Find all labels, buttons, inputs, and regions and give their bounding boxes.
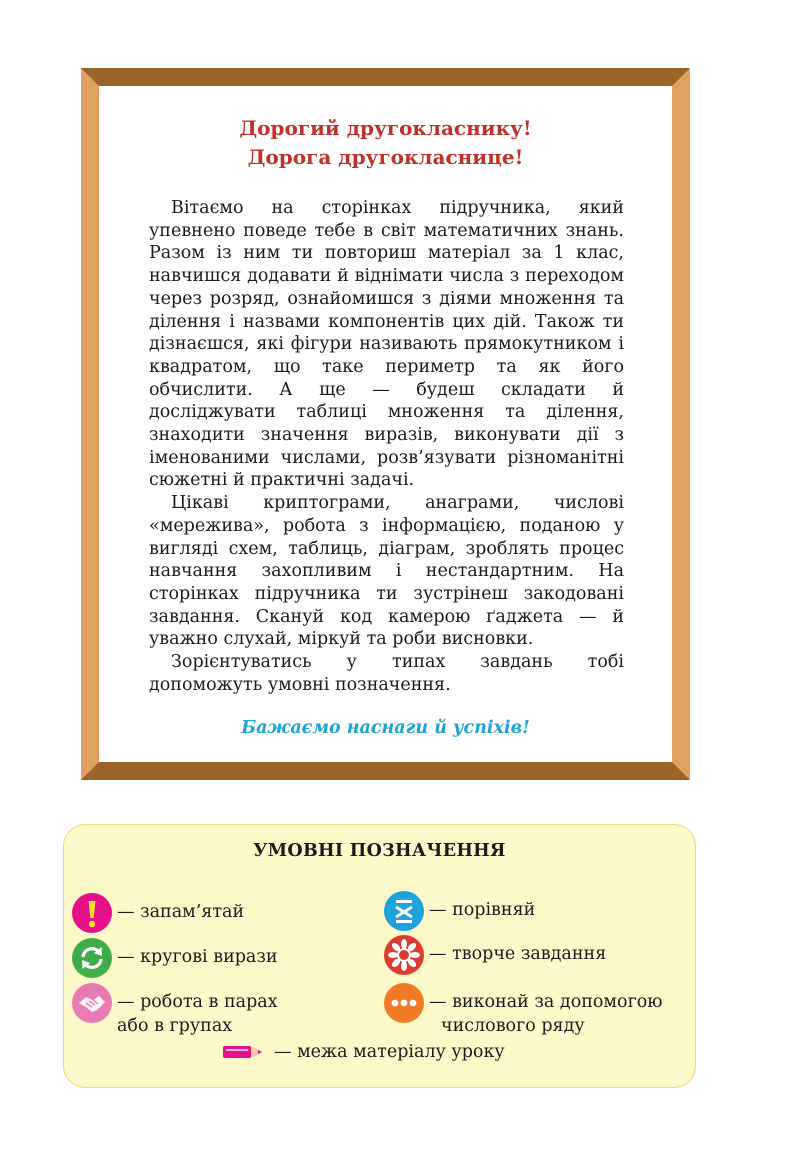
greeting-paragraph-2: Цікаві криптограми, анаграми, числові «мережива», робота з інформацією, поданою у вигляді схем, таблиць, діаграм, зроблять процес навчання захопливим і нестандартним. На сторінках підручника ти зустрінеш закодовані завдання. Скануй код камерою ґаджета — й уважно слухай, міркуй та роби висновки. <box>149 493 624 650</box>
handshake-icon <box>72 983 112 1023</box>
legend-item-label: — виконай за допомогою <box>429 992 663 1012</box>
legend-item-label-line-2: числового ряду <box>441 1016 585 1036</box>
greeting-title-line-1: Дорогий другокласнику! <box>239 116 532 140</box>
greeting-wish: Бажаємо наснаги й успіхів! <box>241 718 530 738</box>
frame-bevel-top <box>81 68 690 86</box>
frame-bevel-bottom <box>81 762 690 780</box>
greeting-frame <box>81 68 690 780</box>
greeting-panel <box>99 86 672 762</box>
legend-item-number-line <box>384 983 663 1038</box>
cycle-arrows-icon <box>72 938 112 978</box>
flower-icon <box>384 935 424 975</box>
greeting-body <box>149 197 624 696</box>
legend-item-circular <box>72 938 278 978</box>
legend-item-label: — межа матеріалу уроку <box>274 1042 505 1062</box>
compare-icon <box>384 891 424 931</box>
legend-item-label: — робота в парах <box>117 992 278 1012</box>
legend-item-label-line-2: або в групах <box>117 1016 233 1036</box>
legend-item-label: — порівняй <box>429 900 536 920</box>
legend-item-lesson-boundary <box>222 1042 505 1062</box>
pencil-icon <box>222 1042 266 1062</box>
legend-title: УМОВНІ ПОЗНАЧЕННЯ <box>253 841 506 861</box>
legend-item-label: — запам’ятай <box>117 902 245 922</box>
legend-item-pairs <box>72 983 278 1038</box>
legend-item-compare <box>384 891 535 931</box>
dots-icon <box>384 983 424 1023</box>
greeting-paragraph-3: Зорієнтуватись у типах завдань тобі допоможуть умовні позначення. <box>149 652 624 695</box>
exclamation-icon <box>72 893 112 933</box>
legend-item-label: — кругові вирази <box>117 947 278 967</box>
greeting-title-line-2: Дорога другокласнице! <box>247 145 524 169</box>
greeting-title <box>99 114 672 172</box>
legend-item-remember <box>72 893 244 933</box>
legend-item-creative <box>384 935 606 975</box>
legend-item-label: — творче завдання <box>429 944 607 964</box>
greeting-paragraph-1: Вітаємо на сторінках підручника, який упевнено поведе тебе в світ математичних знань. Разом із ним ти повториш матеріал за 1 клас, навчишся додавати й віднімати числа з переходом через розряд, ознайомишся з діями множення та ділення і назвами компонентів цих дій. Також ти дізнаєшся, які фігури називають прямокутником і квадратом, що таке периметр та як його обчислити. А ще — будеш складати й досліджувати таблиці множення та ділення, знаходити значення виразів, виконувати дії з іменованими числами, розв’язувати різноманітні сюжетні й практичні задачі. <box>149 198 624 491</box>
